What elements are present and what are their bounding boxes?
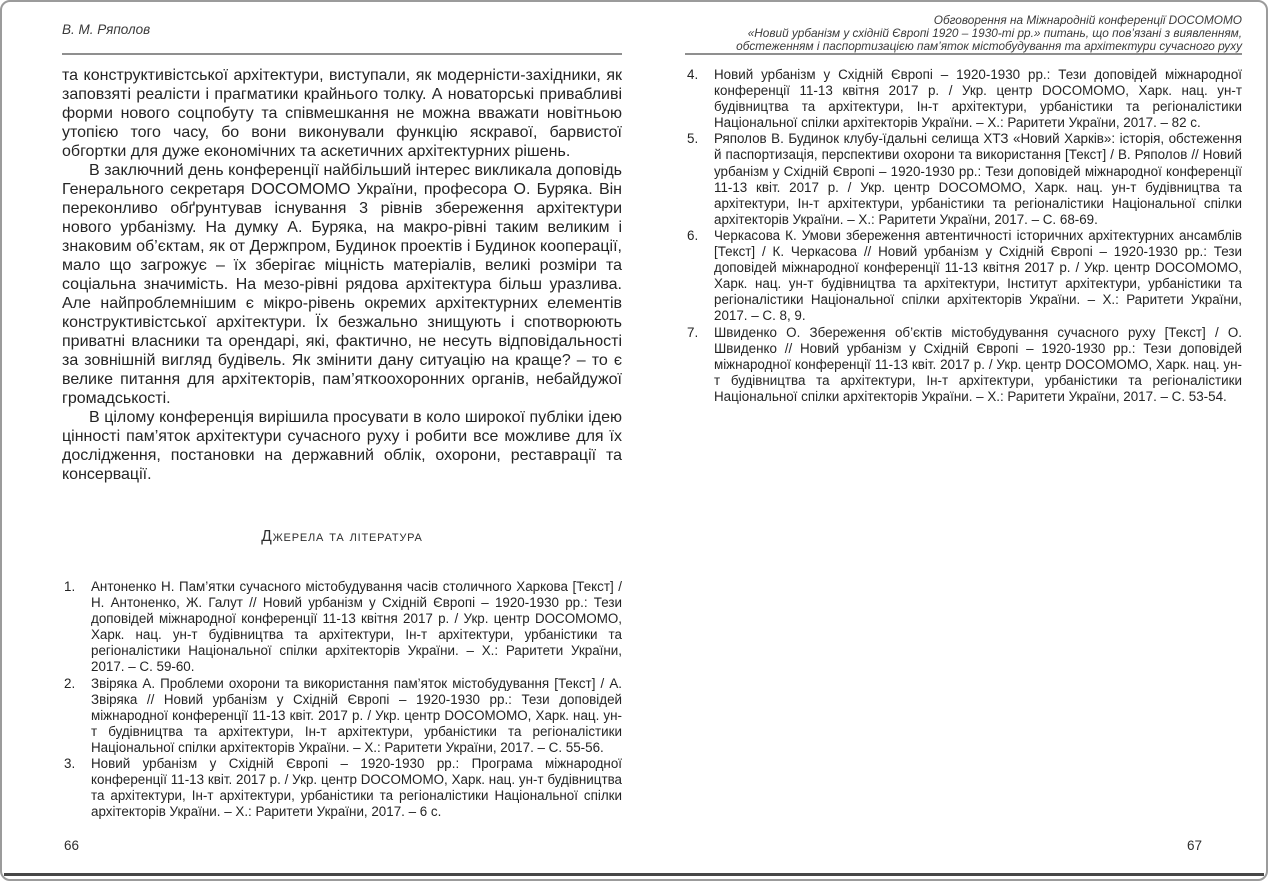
reference-item xyxy=(62,756,622,820)
scan-bottom-edge-line xyxy=(4,873,1264,877)
article-body xyxy=(62,66,622,484)
reference-number: 5. xyxy=(687,131,699,147)
page-right xyxy=(685,12,1242,405)
reference-item xyxy=(62,676,622,756)
reference-text: Звіряка А. Проблеми охорони та використання пам’яток містобудування [Текст] / А. Звіряка // Новий урбанізм у Східній Європі – 1920-1930 рр.: Тези доповідей міжнародної конференції 11-13 квіт. 2017 р. / Укр. центр DOCOMOMO, Харк. нац. ун-т будівництва та архітектури, Ін-т архітектури, урбаністики та регіоналістики Національної спілки архітекторів України. – Х.: Раритети України, 2017. – С. 55-56. xyxy=(91,675,622,755)
body-paragraph: та конструктивістської архітектури, виступали, як модерністи-західники, як заповзяті реалісти і прагматики крайнього толку. А новаторські привабливі форми нового соцпобуту та співмешкання не можна вважати новітньою утопією того часу, бо вони виконували функцію яскравої, барвистої обгортки для дуже економічних та аскетичних архітектурних рішень. xyxy=(62,67,622,160)
running-header-line: Обговорення на Міжнародній конференції DOCOMOMO xyxy=(933,13,1242,27)
reference-text: Антоненко Н. Пам’ятки сучасного містобудування часів столичного Харкова [Текст] / Н. Антоненко, Ж. Галут // Новий урбанізм у Східній Європі – 1920-1930 рр.: Тези доповідей міжнародної конференції 11-13 квітня 2017 р. / Укр. центр DOCOMOMO, Харк. нац. ун-т будівництва та архітектури, Ін-т архітектури, урбаністики та регіоналістики Національної спілки архітекторів України. – Х.: Раритети України, 2017. – С. 59-60. xyxy=(91,579,622,675)
reference-number: 3. xyxy=(64,756,76,772)
running-header-author: В. М. Ряполов xyxy=(62,22,151,37)
reference-number: 6. xyxy=(687,227,699,243)
running-header-right xyxy=(685,12,1242,55)
body-paragraph: В цілому конференція вирішила просувати в коло широкої публіки ідею цінності пам’яток архітектури сучасного руху і робити все можливе для їх дослідження, постановки на державний облік, охорони, реставрації та консервації. xyxy=(62,409,622,483)
reference-number: 4. xyxy=(687,67,699,82)
reference-item xyxy=(685,228,1242,325)
reference-item xyxy=(685,131,1242,228)
reference-text: Новий урбанізм у Східній Європі – 1920-1930 рр.: Програма міжнародної конференції 11-13 квіт. 2017 р. / Укр. центр DOCOMOMO, Харк. нац. ун-т будівництва та архітектури, Ін-т архітектури, урбаністики та регіоналістики Національної спілки архітекторів України. – Х.: Раритети України, 2017. – 6 с. xyxy=(91,756,622,820)
reference-text: Новий урбанізм у Східній Європі – 1920-1930 рр.: Тези доповідей міжнародної конференції 11-13 квітня 2017 р. / Укр. центр DOCOMOMO, Харк. нац. ун-т будівництва та архітектури, Ін-т архітектури, урбаністики та регіоналістики Національної спілки архітекторів України. – Х.: Раритети України, 2017. – 82 с. xyxy=(714,67,1242,131)
body-paragraph: В заключний день конференції найбільший інтерес викликала доповідь Генерального секретаря DOCOMOMO України, професора О. Буряка. Він переконливо обґрунтував існування 3 рівнів збереження архітектури нового урбанізму. На думку А. Буряка, на макро-рівні таким великим і знаковим об’єктам, як от Держпром, Будинок проектів і Будинок кооперації, мало що загрожує – їх зберігає міцність матеріалів, великі розміри та соціальна значимість. На мезо-рівні рядова архітектура більш уразлива. Але найпроблемнішим є мікро-рівень окремих архітектурних елементів конструктивістської архітектури. Їх безжально знищують і спотворюють приватні власники та орендарі, які, фактично, не несуть відповідальності за зовнішній вигляд будівель. Як змінити дану ситуацію на краще? – то є велике питання для архітекторів, пам’яткоохоронних органів, небайдужої громадськості. xyxy=(62,162,622,407)
references-list-right xyxy=(685,67,1242,405)
page-number-left: 66 xyxy=(64,838,80,853)
reference-text: Швиденко О. Збереження об’єктів містобудування сучасного руху [Текст] / О. Швиденко // Новий урбанізм у Східній Європі – 1920-1930 рр.: Тези доповідей міжнародної конференції 11-13 квіт. 2017 р. / Укр. центр DOCOMOMO, Харк. нац. ун-т будівництва та архітектури, Ін-т архітектури, урбаністики та регіоналістики Національної спілки архітекторів України. – Х.: Раритети України, 2017. – С. 53-54. xyxy=(714,324,1242,404)
reference-number: 7. xyxy=(687,324,699,340)
page-left xyxy=(62,12,622,820)
page-number-right: 67 xyxy=(1186,838,1202,853)
running-header-line: обстеженням і паспортизацією пам’яток містобудування та архітектури сучасного руху xyxy=(736,38,1242,53)
section-heading-sources: Джерела та література xyxy=(261,528,423,545)
references-list-left xyxy=(62,579,622,820)
reference-item xyxy=(685,67,1242,131)
reference-item xyxy=(685,325,1242,405)
running-header-line: «Новий урбанізм у східній Європі 1920 – 1930-ті рр.» питань, що пов’язані з виявленням, xyxy=(747,25,1242,40)
reference-text: Черкасова К. Умови збереження автентичності історичних архітектурних ансамблів [Текст] / К. Черкасова // Новий урбанізм у Східній Європі – 1920-1930 рр.: Тези доповідей міжнародної конференції 11-13 квітня 2017 р. / Укр. центр DOCOMOMO, Харк. нац. ун-т будівництва та архітектури, Інститут архітектури, урбаністики та регіоналістики Національної спілки архітекторів України. – Х.: Раритети України, 2017. – С. 8, 9. xyxy=(714,227,1242,324)
reference-number: 2. xyxy=(64,675,76,691)
reference-item xyxy=(62,579,622,676)
reference-text: Ряполов В. Будинок клубу-їдальні селища ХТЗ «Новий Харків»: історія, обстеження й паспортизація, перспективи охорони та використання [Текст] / В. Ряполов // Новий урбанізм у Східній Європі – 1920-1930 рр.: Тези доповідей міжнародної конференції 11-13 квіт. 2017 р. / Укр. центр DOCOMOMO, Харк. нац. ун-т будівництва та архітектури, Ін-т архітектури, урбаністики та регіоналістики Національної спілки архітекторів України. – Х.: Раритети України, 2017. – С. 68-69. xyxy=(714,131,1242,227)
running-header-left xyxy=(62,12,622,55)
reference-number: 1. xyxy=(64,579,76,594)
